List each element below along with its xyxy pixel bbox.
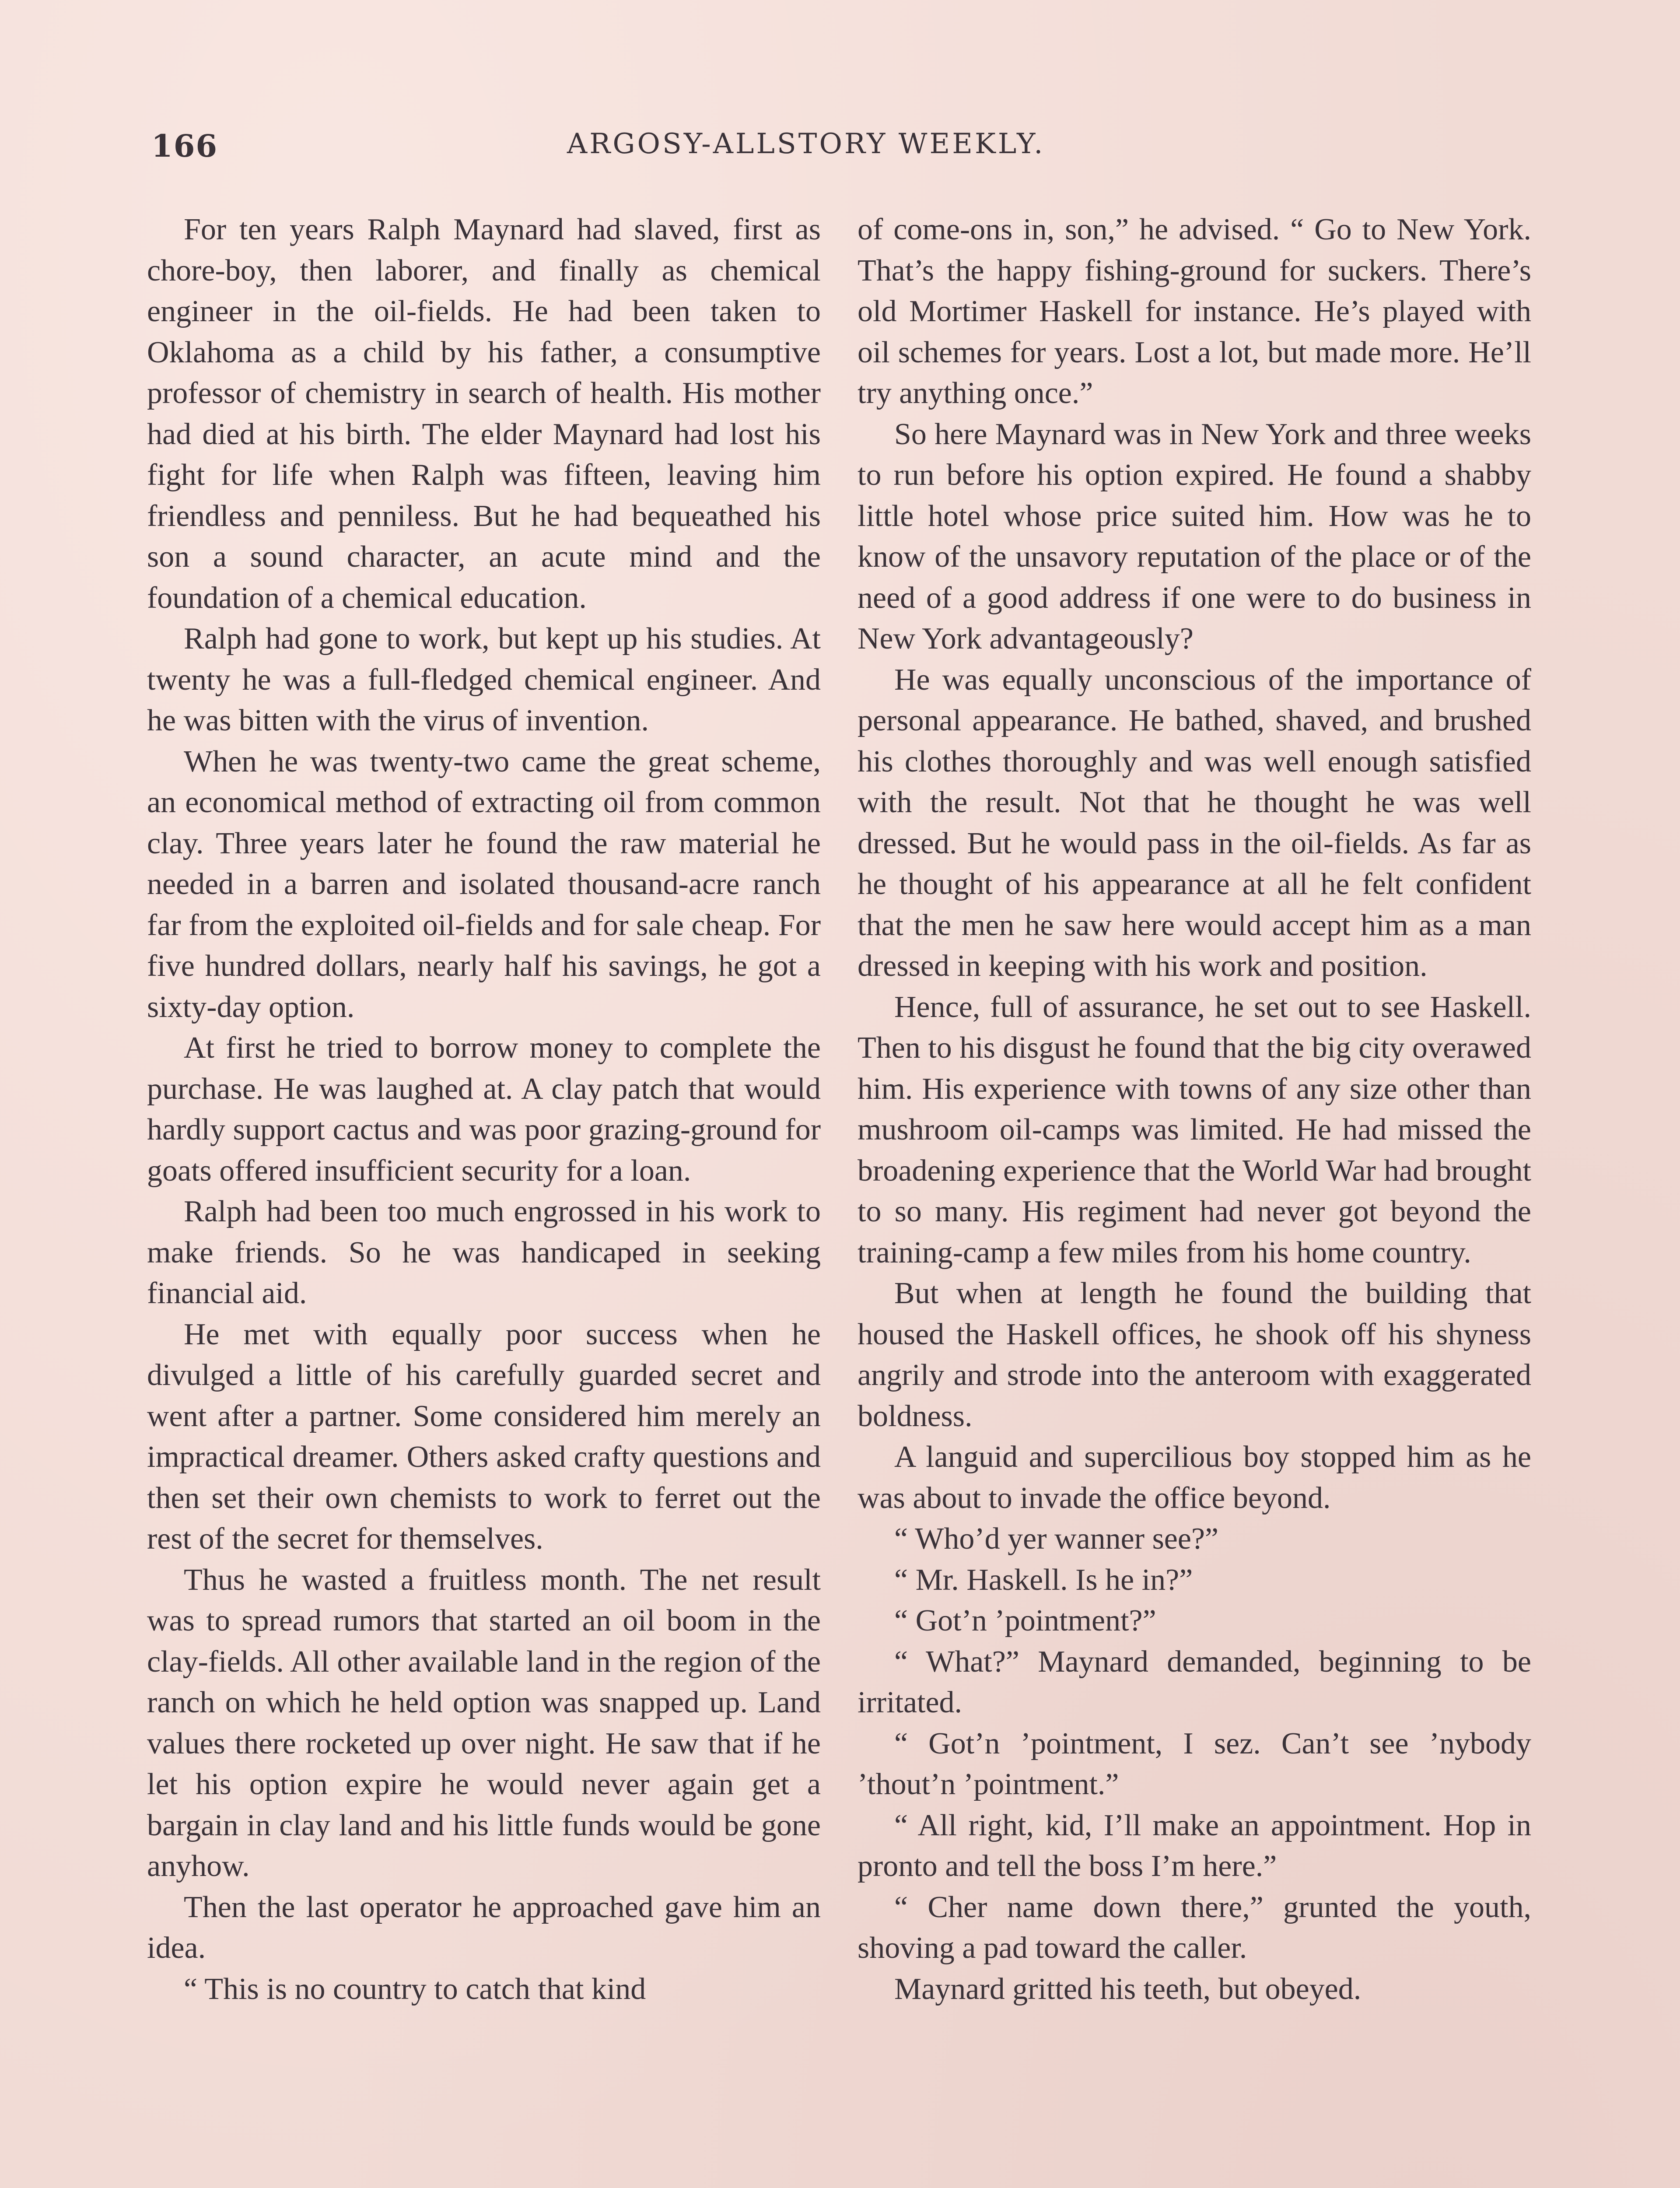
dialogue-line: “ Got’n ’pointment, I sez. Can’t see ’nybody ’thout’n ’pointment.”	[858, 1726, 1531, 1801]
page-header	[151, 128, 1127, 176]
paragraph: “ This is no country to catch that kind	[184, 1972, 646, 2006]
paragraph: Hence, full of assurance, he set out to see Haskell. Then to his disgust he found that the big city overawed him. His experience with towns of any size other than mushroom oil-camps was limited. He had missed the broadening experience that the World War had brought to so many. His regiment had never got beyond the training-camp a few miles from his home country.	[858, 990, 1531, 1269]
paragraph: So here Maynard was in New York and three weeks to run before his option expired. He found a shabby little hotel whose price suited him. How was he to know of the unsavory reputation of the place or of the need of a good address if one were to do business in New York advantageously?	[858, 417, 1531, 656]
dialogue-line: “ Got’n ’pointment?”	[894, 1604, 1156, 1637]
paragraph: When he was twenty-two came the great scheme, an economical method of extracting oil from common clay. Three years later he found the raw material he needed in a barren and isolated thousand-acre ranch far from the exploited oil-fields and for sale cheap. For five hundred dollars, nearly half his savings, he got a sixty-day option.	[147, 744, 821, 1024]
paragraph: Thus he wasted a fruitless month. The net result was to spread rumors that started an oil boom in the clay-fields. All other available land in the region of the ranch on which he held option was snapped up. Land values there rocketed up over night. He saw that if he let his option expire he would never again get a bargain in clay land and his little funds would be gone anyhow.	[147, 1563, 821, 1883]
paragraph: At first he tried to borrow money to complete the purchase. He was laughed at. A clay patch that would hardly support cactus and was poor grazing-ground for goats offered insufficient security for a loan.	[147, 1031, 821, 1188]
paragraph: But when at length he found the building that housed the Haskell offices, he shook off his shyness angrily and strode into the anteroom with exaggerated boldness.	[858, 1276, 1531, 1433]
paragraph: A languid and supercilious boy stopped him as he was about to invade the office beyond.	[858, 1440, 1531, 1515]
paragraph: Ralph had been too much engrossed in his work to make friends. So he was handicaped in seeking financial aid.	[147, 1195, 821, 1310]
paragraph: For ten years Ralph Maynard had slaved, first as chore-boy, then laborer, and finally as chemical engineer in the oil-fields. He had been taken to Oklahoma as a child by his father, a consumptive professor of chemistry in search of health. His mother had died at his birth. The elder Maynard had lost his fight for life when Ralph was fifteen, leaving him friendless and penniless. But he had bequeathed his son a sound character, an acute mind and the foundation of a chemical education.	[147, 213, 821, 615]
paragraph: He met with equally poor success when he divulged a little of his carefully guarded secret and went after a partner. Some considered him merely an impractical dreamer. Others asked crafty questions and then set their own chemists to work to ferret out the rest of the secret for themselves.	[147, 1317, 821, 1556]
paragraph: He was equally unconscious of the importance of personal appearance. He bathed, shaved, and brushed his clothes thoroughly and was well enough satisfied with the result. Not that he thought he was well dressed. But he would pass in the oil-fields. As far as he thought of his appearance at all he felt confident that the men he saw here would accept him as a man dressed in keeping with his work and position.	[858, 663, 1531, 983]
dialogue-line: “ Who’d yer wanner see?”	[894, 1522, 1219, 1556]
dialogue-line: “ All right, kid, I’ll make an appointment. Hop in pronto and tell the boss I’m here.”	[858, 1808, 1531, 1883]
right-column	[858, 209, 1531, 2009]
dialogue-line: “ Mr. Haskell. Is he in?”	[894, 1563, 1193, 1597]
left-column	[147, 209, 821, 2009]
paragraph: Maynard gritted his teeth, but obeyed.	[894, 1972, 1362, 2006]
dialogue-line: “ What?” Maynard demanded, beginning to be irritated.	[858, 1645, 1531, 1719]
paragraph: Ralph had gone to work, but kept up his studies. At twenty he was a full-fledged chemical engineer. And he was bitten with the virus of invention.	[147, 622, 821, 737]
paragraph: Then the last operator he approached gave him an idea.	[147, 1890, 821, 1965]
page-number: 166	[151, 128, 218, 164]
running-head: ARGOSY-ALLSTORY WEEKLY.	[567, 128, 1045, 160]
paragraph-continued: of come-ons in, son,” he advised. “ Go to New York. That’s the happy fishing-ground for suckers. There’s old Mortimer Haskell for instance. He’s played with oil schemes for years. Lost a lot, but made more. He’ll try anything once.”	[858, 213, 1531, 410]
dialogue-line: “ Cher name down there,” grunted the youth, shoving a pad toward the caller.	[858, 1890, 1531, 1965]
